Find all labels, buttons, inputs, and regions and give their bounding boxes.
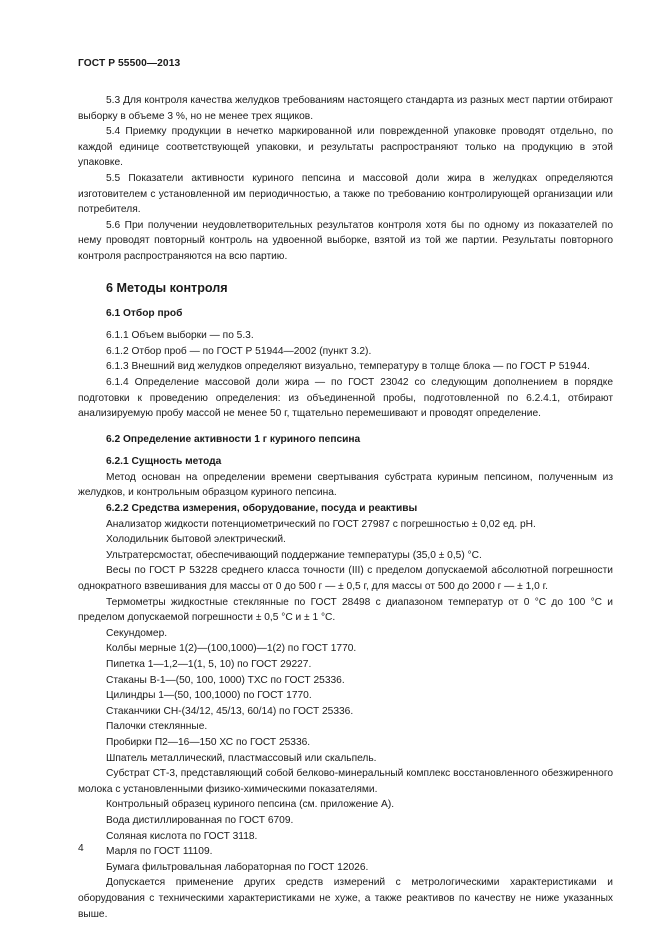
equipment-item: Колбы мерные 1(2)—(100,1000)—1(2) по ГОСТ 1770.	[106, 643, 357, 655]
paragraph-6-2-1: Метод основан на определении времени свертывания субстрата куриным пепсином, полученным из желудков, и контрольным образцом куриного пепсина.	[78, 471, 613, 499]
page-content	[78, 93, 613, 922]
section-6-2-2-heading: 6.2.2 Средства измерения, оборудование, посуда и реактивы	[106, 503, 418, 515]
equipment-item: Анализатор жидкости потенциометрический по ГОСТ 27987 с погрешностью ± 0,02 ед. pH.	[106, 518, 536, 530]
paragraph-6-1-4: 6.1.4 Определение массовой доли жира — по ГОСТ 23042 со следующим дополнением в порядке подготовки к проведению определения: из объединенной пробы, подготовленной по 6.2.4.1, отбирают анализируемую пробу массой не менее 50 г, тщательно перемешивают и проводят определение.	[78, 376, 613, 420]
section-6-2-1-heading: 6.2.1 Сущность метода	[106, 456, 222, 468]
equipment-item: Бумага фильтровальная лабораторная по ГОСТ 12026.	[106, 861, 369, 873]
equipment-item: Термометры жидкостные стеклянные по ГОСТ 28498 с диапазоном температур от 0 °С до 100 °С и пределом допускаемой погрешности ± 0,5 °С и ± 1 °С.	[78, 596, 613, 624]
equipment-item: Пипетка 1—1,2—1(1, 5, 10) по ГОСТ 29227.	[106, 659, 312, 670]
equipment-list	[78, 517, 613, 922]
equipment-item: Соляная кислота по ГОСТ 3118.	[106, 830, 258, 842]
page-number: 4	[78, 843, 84, 854]
standard-header: ГОСТ Р 55500—2013	[78, 58, 181, 69]
paragraph-5-5: 5.5 Показатели активности куриного пепсина и массовой доли жира в желудках определяются изготовителем с установленной им периодичностью, а также по требованию контролирующей организации или потребителя.	[78, 172, 613, 216]
equipment-item: Марля по ГОСТ 11109.	[106, 846, 213, 858]
equipment-item: Вода дистиллированная по ГОСТ 6709.	[106, 814, 294, 826]
equipment-item: Ультратерсмостат, обеспечивающий поддержание температуры (35,0 ± 0,5) °С.	[106, 549, 482, 561]
section-6-2-heading: 6.2 Определение активности 1 г куриного пепсина	[106, 433, 361, 445]
paragraph-5-4: 5.4 Приемку продукции в нечетко маркированной или поврежденной упаковке проводят отдельно, по каждой единице соответствующей упаковки, и результаты распространяют только на продукцию в этой упаковке.	[78, 126, 613, 169]
equipment-item: Стаканчики СН-(34/12, 45/13, 60/14) по ГОСТ 25336.	[106, 705, 354, 717]
equipment-item: Секундомер.	[106, 627, 168, 639]
equipment-item: Палочки стеклянные.	[106, 721, 208, 733]
equipment-item: Весы по ГОСТ Р 53228 среднего класса точности (III) с пределом допускаемой абсолютной погрешности однократного взвешивания для массы от 0 до 500 г — ± 0,5 г, для массы от 500 до 2000 г — ± 1,0 г.	[78, 565, 613, 593]
equipment-item: Цилиндры 1—(50, 100,1000) по ГОСТ 1770.	[106, 690, 312, 702]
equipment-item: Пробирки П2—16—150 ХС по ГОСТ 25336.	[106, 736, 311, 748]
paragraph-5-6: 5.6 При получении неудовлетворительных результатов контроля хотя бы по одному из показателей по нему проводят повторный контроль на удвоенной выборке, взятой из той же партии. Результаты повторного контроля распространяются на всю партию.	[78, 219, 613, 262]
paragraph-6-1-2: 6.1.2 Отбор проб — по ГОСТ Р 51944—2002 (пункт 3.2).	[106, 345, 372, 357]
paragraph-5-3: 5.3 Для контроля качества желудков требованиям настоящего стандарта из разных мест партии отбирают выборку в объеме 3 %, но не менее трех ящиков.	[78, 95, 613, 122]
equipment-item: Контрольный образец куриного пепсина (см. приложение А).	[106, 799, 395, 811]
section-6-heading: 6 Методы контроля	[106, 280, 228, 295]
equipment-item: Холодильник бытовой электрический.	[106, 534, 286, 546]
equipment-item: Шпатель металлический, пластмассовый или скальпель.	[106, 752, 377, 764]
equipment-item: Субстрат СТ-3, представляющий собой белково-минеральный комплекс восстановленного обезжиренного молока с установленными физико-химическими показателями.	[78, 768, 613, 795]
equipment-item: Стаканы В-1—(50, 100, 1000) ТХС по ГОСТ 25336.	[106, 674, 345, 686]
paragraph-6-1-3: 6.1.3 Внешний вид желудков определяют визуально, температуру в толще блока — по ГОСТ Р 51944.	[106, 361, 590, 373]
section-6-1-heading: 6.1 Отбор проб	[106, 307, 183, 319]
equipment-item: Допускается применение других средств измерений с метрологическими характеристиками и оборудования с техническими характеристиками не хуже, а также реактивов по качеству не ниже указанных выше.	[78, 877, 613, 920]
paragraph-6-1-1: 6.1.1 Объем выборки — по 5.3.	[106, 330, 254, 342]
